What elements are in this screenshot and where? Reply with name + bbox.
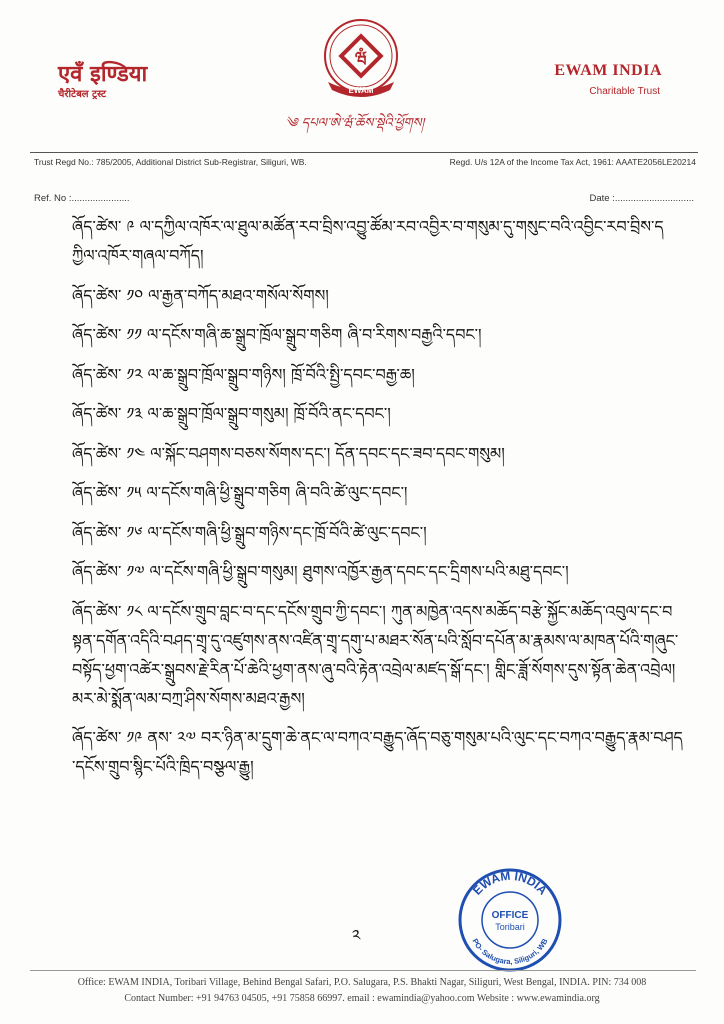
footer-divider [30,970,696,971]
stamp-office-text: OFFICE [491,910,529,921]
schedule-entry: ཞོད་ཚེས་ ༡༥ ལ་དངོས་གཞི་ཕྱི་སྒྲུབ་གཅིག ཞི་བའི་ཚེ་ལུང་དབང་། [72,483,408,502]
reference-number: Ref. No :...................... [34,193,130,204]
hindi-org-name: एवँ इण्डिया [58,62,148,87]
footer-address: Office: EWAM INDIA, Toribari Village, Behind Bengal Safari, P.O. Salugara, P.S. Bhakti Nagar, Siliguri, West Bengal, INDIA. PIN: 734 008 [77,977,647,988]
registration-divider [30,152,698,153]
date-field: Date :.............................. [589,193,694,204]
schedule-entry: ཞོད་ཚེས་ ༩ ལ་དཀྱིལ་འཁོར་ལ་ཐུལ་མཚོན་རབ་བྲིས་འབྱུ་ཚོམ་རབ་འབྱིར་བ་གསུམ་དུ་གསུང་བའི་འབྱིང་རབ་བྲིས་དཀྱིལ་འཁོར་གཞལ་བཀོད། [72,217,664,265]
footer-contact: Contact Number: +91 94763 04505, +91 75858 66997. email : ewamindia@yahoo.com Website : www.ewamindia.org [124,993,600,1004]
schedule-entry: ཞོད་ཚེས་ ༡༩ ནས་ ༢༧ བར་ཉིན་མ་དྲུག་ཆེ་ནང་ལ་བཀའ་བརྒྱུད་ཞོད་བཅུ་གསུམ་པའི་ལུང་དང་བཀའ་བརྒྱུད་རྣམ་བཤད་དངོས་གྲུབ་སྙིང་པོའི་ཁྲིད་བསྩལ་རྒྱུ། [72,728,683,776]
svg-text:EWAM INDIA [470,869,550,898]
schedule-entry: ཞོད་ཚེས་ ༡༠ ལ་རྒྱན་བཀོད་མཐའ་གསོལ་སོགས། [72,285,329,305]
schedule-entry: ཞོད་ཚེས་ ༡༡ ལ་དངོས་གཞི་ཆ་སྒྲུབ་ཁྲོལ་སྒྲུབ་གཅིག ཞི་བ་རིགས་བརྒྱའི་དབང་། [72,325,482,344]
stamp-location-text: Toribari [495,922,525,932]
tibetan-tagline: ༄ དཔལ་ཨེ་ཝཾ་ཆོས་སྡེའི་ཕྱོགས། [285,116,425,131]
schedule-entry: ཞོད་ཚེས་ ༡༢ ལ་ཆ་སྒྲུབ་ཁྲོལ་སྒྲུབ་གཉིས། ཁྲོ་བོའི་སྤྱི་དབང་བརྒྱ་ཆ། [72,364,415,384]
hindi-org-subtitle: चैरीटेबल ट्रस्ट [58,89,107,100]
schedule-entry: ཞོད་ཚེས་ ༡༣ ལ་ཆ་སྒྲུབ་ཁྲོལ་སྒྲུབ་གསུམ། ཁྲོ་བོའི་ནང་དབང་། [72,404,391,423]
schedule-entry: ཞོད་ཚེས་ ༡༨ ལ་དངོས་གྲུབ་བླང་བ་དང་དངོས་གྲུབ་ཀྱི་དབང་། ཀུན་མཁྱེན་འདས་མཆོད་བརྩེ་སྐྱོང་མཆོད་འབུལ་དང་བསྟན་དགོན་འདིའི་བཤད་གྲྭ་དུ་འཛུགས་ནས་འཛིན་གྲྭ་དགུ་པ་མཐར་སོན་པའི་སློབ་དཔོན་མ་རྣམས་ལ་མཁན་པོའི་གཞུང་བསྟོད་ཕྱག་འཚེར་སྒྲུབས་རྗེ་རིན་པོ་ཆེའི་ཕྱག་ནས་ཞུ་བའི་རྟེན་འབྲེལ་མཛད་སྒོ་དང་། གླིང་ཟློ་སོགས་དུས་སྟོན་ཆེན་འབྲེལ། མར་མེ་སྨོན་ལམ་བཀྲ་ཤིས་སོགས་མཐའ་རྒྱས། [72,601,679,708]
letter-body [72,212,686,792]
english-org-subtitle: Charitable Trust [589,86,660,97]
schedule-entry: ཞོད་ཚེས་ ༡༦ ལ་དངོས་གཞི་ཕྱི་སྒྲུབ་གཉིས་དང་ཁྲོ་བོའི་ཚེ་ལུང་དབང་། [72,522,427,542]
stamp-bottom-text: PO- Salugara, Siliguri, WB [470,937,550,967]
schedule-entry: ཞོད་ཚེས་ ༡༤ ལ་སྐོང་བཤགས་བཅས་སོགས་དང་། དོན་དབང་དང་ཟབ་དབང་གསུམ། [72,443,505,463]
office-stamp [456,866,564,974]
page-number: ༢ [352,926,361,945]
schedule-entry: ཞོད་ཚེས་ ༡༧ ལ་དངོས་གཞི་ཕྱི་སྒྲུབ་གསུམ། ཐུགས་འཁྱོར་རྒྱན་དབང་དང་དྲིགས་པའི་མཐུ་དབང་། [72,562,569,581]
english-org-name: EWAM INDIA [554,62,662,79]
tax-registration: Regd. U/s 12A of the Income Tax Act, 1961: AAATE2056LE20214 [449,157,696,167]
svg-text:ཝཾ: ཝཾ [355,48,367,67]
emblem-banner-text: EWAM [348,86,374,95]
trust-registration: Trust Regd No.: 785/2005, Additional District Sub-Registrar, Siliguri, WB. [34,157,307,167]
ewam-emblem-logo [318,16,404,102]
stamp-top-text: EWAM INDIA [470,868,550,898]
